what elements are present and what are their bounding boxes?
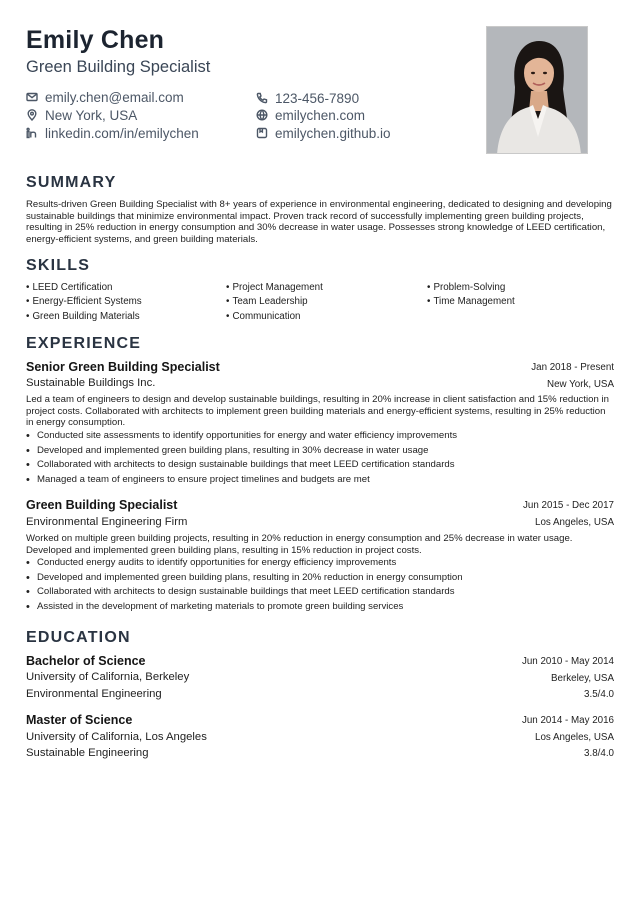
contact-phone-text: 123-456-7890: [275, 90, 360, 106]
job-location: Los Angeles, USA: [535, 517, 614, 528]
job-title: Senior Green Building Specialist: [26, 360, 220, 374]
list-item: • Conducted energy audits to identify opportunities for energy efficiency improvements: [26, 556, 614, 571]
location-icon: [26, 109, 38, 121]
education-gpa: 3.5/4.0: [584, 689, 614, 700]
education-dates: Jun 2014 - May 2016: [521, 715, 614, 726]
list-item: • Assisted in the development of marketing materials to promote green building services: [26, 600, 614, 615]
contact-location: [26, 106, 137, 124]
contact-github-text: emilychen.github.io: [275, 125, 391, 141]
summary-heading: SUMMARY: [26, 174, 117, 191]
job-dates: Jun 2015 - Dec 2017: [523, 500, 614, 511]
education-dates: Jun 2010 - May 2014: [521, 656, 614, 667]
degree-title: Master of Science: [26, 713, 133, 727]
skill-item: • Green Building Materials: [26, 311, 140, 322]
profile-photo: [486, 26, 588, 154]
skill-item: • Time Management: [427, 296, 515, 307]
job-company: Environmental Engineering Firm: [26, 516, 188, 528]
list-item: • Developed and implemented green building plans, resulting in 20% reduction in energy consumption: [26, 571, 614, 586]
job-bullets: [26, 556, 614, 614]
phone-icon: [256, 92, 268, 104]
summary-text: Results-driven Green Building Specialist with 8+ years of experience in environmental engineering, dedicated to designing and developing sustainable buildings that minimize environmental impact. Proven track record of successfully implementing green building projects, resulting in 25% reduction in energy consumption and 30% decrease in water usage. Possesses strong knowledge of LEED certification, energy-efficient systems, and green building materials.: [26, 199, 612, 245]
list-item: • Collaborated with architects to design sustainable buildings that meet LEED certification standards: [26, 585, 614, 600]
education-school: University of California, Berkeley: [26, 671, 190, 683]
skill-item: • Team Leadership: [226, 296, 308, 307]
job-location: New York, USA: [547, 379, 614, 390]
job-description: Led a team of engineers to design and develop sustainable buildings, resulting in 20% increase in client satisfaction and 15% reduction in project costs. Collaborated with architects to implement green building materials and energy-efficient systems, resulting in 25% reduction in energy consumption.: [26, 394, 609, 429]
contact-location-text: New York, USA: [45, 107, 138, 123]
list-item: • Conducted site assessments to identify opportunities for energy and water efficiency improvements: [26, 429, 614, 444]
list-item: • Developed and implemented green building plans, resulting in 30% decrease in water usage: [26, 444, 614, 459]
mail-icon: [26, 91, 38, 103]
contact-email[interactable]: [26, 88, 184, 106]
education-location: Berkeley, USA: [551, 673, 614, 684]
contact-github[interactable]: [256, 124, 391, 142]
skill-item: • Project Management: [226, 282, 323, 293]
education-gpa: 3.8/4.0: [584, 748, 614, 759]
list-item: • Collaborated with architects to design sustainable buildings that meet LEED certification standards: [26, 458, 614, 473]
skill-item: • LEED Certification: [26, 282, 112, 293]
skills-heading: SKILLS: [26, 257, 91, 274]
contact-website[interactable]: [256, 106, 365, 124]
contact-linkedin-text: linkedin.com/in/emilychen: [45, 125, 199, 141]
contact-website-text: emilychen.com: [275, 107, 366, 123]
resume-page: [26, 0, 614, 905]
education-field: Sustainable Engineering: [26, 747, 149, 759]
contact-email-text: emily.chen@email.com: [45, 89, 184, 105]
linkedin-icon: [26, 127, 38, 139]
contact-phone[interactable]: [256, 89, 359, 107]
education-location: Los Angeles, USA: [535, 732, 614, 743]
list-item: • Managed a team of engineers to ensure project timelines and budgets are met: [26, 473, 614, 488]
contact-linkedin[interactable]: [26, 124, 199, 142]
candidate-name: Emily Chen: [26, 26, 165, 54]
degree-title: Bachelor of Science: [26, 654, 146, 668]
education-heading: EDUCATION: [26, 629, 131, 646]
globe-icon: [256, 109, 268, 121]
education-school: University of California, Los Angeles: [26, 731, 207, 743]
experience-heading: EXPERIENCE: [26, 335, 142, 352]
skill-item: • Problem-Solving: [427, 282, 505, 293]
job-bullets: [26, 429, 614, 487]
job-title: Green Building Specialist: [26, 498, 178, 512]
job-description: Worked on multiple green building projects, resulting in 20% reduction in energy consumption and 25% decrease in water usage. Developed and implemented green building plans, resulting in 15% reduction in project costs.: [26, 533, 573, 556]
candidate-title: Green Building Specialist: [26, 58, 211, 76]
skill-item: • Energy-Efficient Systems: [26, 296, 142, 307]
skill-item: • Communication: [226, 311, 301, 322]
job-company: Sustainable Buildings Inc.: [26, 377, 156, 389]
job-dates: Jan 2018 - Present: [531, 362, 614, 373]
education-field: Environmental Engineering: [26, 688, 162, 700]
github-icon: [256, 127, 268, 139]
profile-photo-image: [487, 27, 588, 154]
